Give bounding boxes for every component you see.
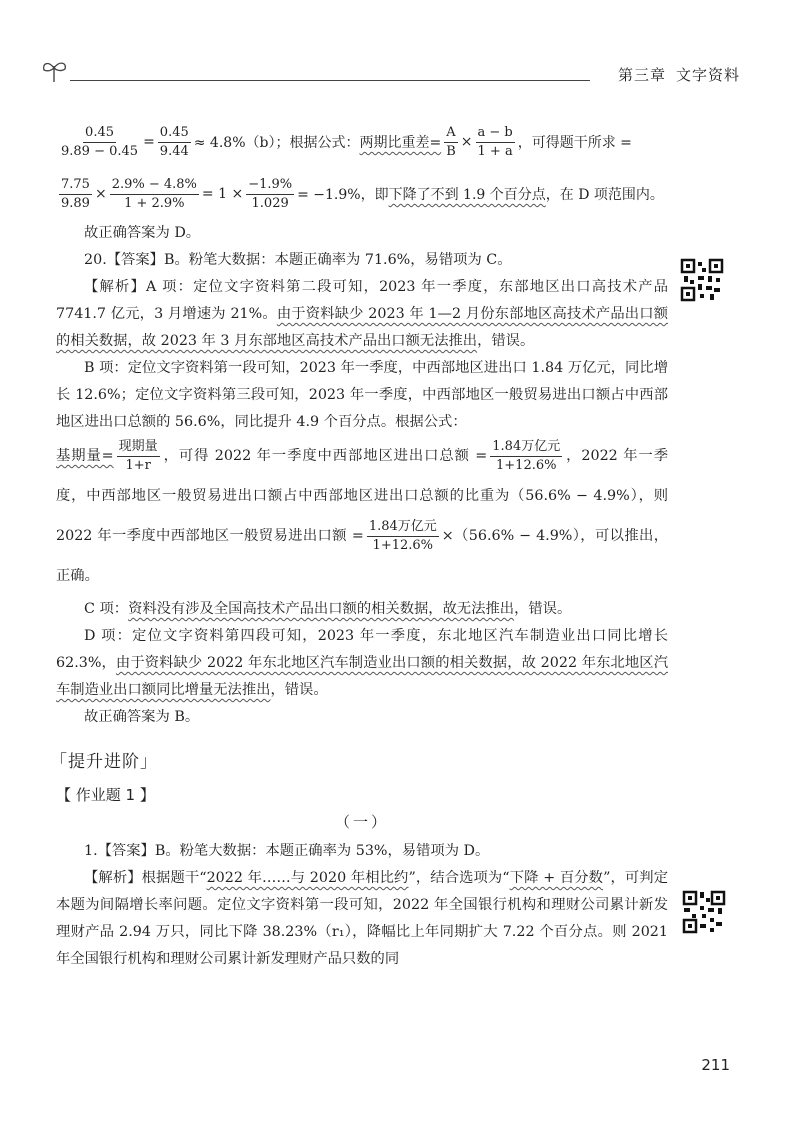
fraction: $\frac{0.45}{9.44}$: [159, 124, 189, 159]
fraction: $\frac{a - b}{1 + a}$: [477, 124, 513, 159]
answer-line: 故正确答案为 B。: [84, 709, 200, 725]
fraction: $\frac{2.9\% - 4.8\%}{1 + 2.9\%}$: [111, 176, 197, 211]
part-heading: （一）: [334, 813, 389, 831]
sprout-icon: [40, 58, 70, 84]
answer-line: 故正确答案为 D。: [84, 225, 201, 241]
homework-label: 【 作业题 1 】: [56, 786, 155, 804]
qr-code-icon[interactable]: [680, 258, 724, 302]
fraction: $\frac{A}{B}$: [446, 124, 456, 159]
analysis-b: B 项：定位文字资料第一段可知，2023 年一季度，中西部地区进出口 1.84 万亿元，同比增长 12.6%；定位文字资料第三段可知，2023 年一季度，中西部地区一般贸易进出口额占中西部地区进出口总额的 56.6%，同比提升 4.9 个百分点。根据公式：: [56, 360, 668, 430]
analysis-d: D 项：定位文字资料第四段可知，2023 年一季度，东北地区汽车制造业出口同比增长 62.3%，由于资料缺少 2022 年东北地区汽车制造业出口额的相关数据，故 2022 年东北地区汽车制造业出口额同比增量无法推出，错误。: [56, 628, 668, 698]
chapter-title: 文字资料: [675, 66, 740, 84]
answer-20: 20.【答案】B。粉笔大数据：本题正确率为 71.6%，易错项为 C。: [84, 252, 512, 268]
page-number: 211: [701, 1056, 730, 1074]
analysis-b-formula: 基期量= $\frac{\text{现期量}}{1+r}$ ，可得 2022 年一季度中西部地区进出口总额 = $\frac{\text{1.84万亿元}}{1+12.6\%}$ ，2022 年一季度，中西部地区一般贸易进出口额占中西部地区进出口总额的比重为（56.6% − 4.9%），则 2022 年一季度中西部地区一般贸易进出口额 = $\frac{\text{1.84万亿元}}{1+12.6\%}$ ×（56.6% − 4.9%），可以推出，正确。: [56, 438, 669, 584]
analysis-c: C 项：资料没有涉及全国高技术产品出口额的相关数据，故无法推出，错误。: [84, 601, 572, 617]
fraction: $\frac{0.45}{9.89 - 0.45}$: [61, 124, 139, 159]
chapter-number: 第三章: [617, 66, 666, 84]
formula-line: $\frac{0.45}{9.89 - 0.45}$ = $\frac{0.45}{9.44}$ ≈ 4.8%（b）；根据公式： 两期比重差= $\frac{A}{B}$ × $\frac{a - b}{1 + a}$ ，可得题干所求 =: [61, 124, 632, 159]
section-title: 「提升进阶」: [50, 752, 158, 772]
analysis-1: 【解析】根据题干“2022 年……与 2020 年相比约”，结合选项为“下降 + 百分数”，可判定本题为间隔增长率问题。定位文字资料第一段可知，2022 年全国银行机构和理财公司累计新发理财产品 2.94 万只，同比下降 38.23%（r₁），降幅比上年同期扩大 7.22 个百分点。则 2021 年全国银行机构和理财公司累计新发理财产品只数的同: [56, 870, 668, 967]
analysis-a: 【解析】A 项：定位文字资料第二段可知，2023 年一季度，东部地区出口高技术产品 7741.7 亿元，3 月增速为 21%。由于资料缺少 2023 年 1—2 月份东部地区高技术产品出口额的相关数据，故 2023 年 3 月东部地区高技术产品出口额无法推出，错误。: [56, 279, 668, 349]
answer-1: 1.【答案】B。粉笔大数据：本题正确率为 53%，易错项为 D。: [84, 843, 490, 859]
header-rule: [70, 80, 590, 81]
formula-line: $\frac{7.75}{9.89}$ × $\frac{2.9\% - 4.8\%}{1 + 2.9\%}$ = 1 × $\frac{-1.9\%}{1.029}$ = −1.9%，即 下降了不到 1.9 个百分点 ，在 D 项范围内。: [61, 176, 664, 211]
formula-label: 两期比重差=: [359, 135, 442, 151]
chapter-heading: [608, 64, 740, 85]
page-content: [50, 116, 669, 973]
qr-code-icon[interactable]: [682, 890, 726, 934]
fraction: $\frac{7.75}{9.89}$: [61, 176, 90, 211]
fraction: $\frac{-1.9\%}{1.029}$: [248, 176, 293, 211]
page-header: [40, 58, 740, 88]
